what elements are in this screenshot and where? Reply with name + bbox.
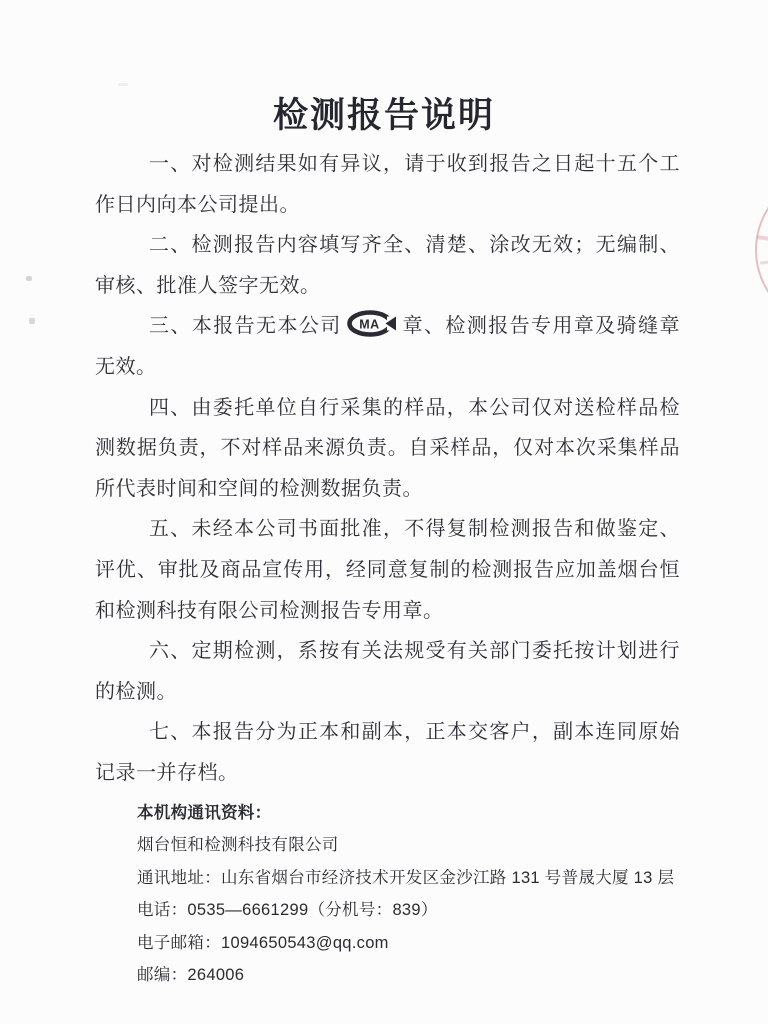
note-4: 四、由委托单位自行采集的样品，本公司仅对送检样品检测数据负责，不对样品来源负责。自采样品，仅对本次采集样品所代表时间和空间的检测数据负责。: [95, 396, 680, 500]
report-notes: [95, 144, 680, 794]
contact-email: 电子邮箱：1094650543@qq.com: [137, 933, 389, 952]
contact-info: [137, 797, 697, 991]
cma-mark-icon: [347, 310, 397, 337]
note-3-before-mark: 三、本报告无本公司: [149, 315, 342, 338]
red-stamp-edge: [755, 172, 768, 328]
note-6: 六、定期检测，系按有关法规受有关部门委托按计划进行的检测。: [95, 640, 680, 703]
note-3: [95, 306, 680, 387]
note-2: 二、检测报告内容填写齐全、清楚、涂改无效；无编制、审核、批准人签字无效。: [95, 234, 680, 297]
svg-text:MA: MA: [358, 317, 380, 332]
note-7: 七、本报告分为正本和副本，正本交客户，副本连同原始记录一并存档。: [95, 721, 680, 784]
note-5: 五、未经本公司书面批准，不得复制检测报告和做鉴定、评优、审批及商品宣传用，经同意复制的检测报告应加盖烟台恒和检测科技有限公司检测报告专用章。: [95, 518, 680, 622]
contact-address: 通讯地址：山东省烟台市经济技术开发区金沙江路 131 号普晟大厦 13 层: [137, 868, 675, 887]
page-title: 检测报告说明: [272, 96, 495, 135]
stamp-ring: [755, 172, 768, 328]
contact-heading: 本机构通讯资料：: [137, 804, 272, 822]
scan-speck: [118, 83, 128, 86]
note-3-after-mark: 章、检测报告专用章及骑缝章无效。: [95, 315, 681, 378]
scan-speck: [26, 276, 32, 281]
company-name: 烟台恒和检测科技有限公司: [137, 836, 339, 855]
note-1: 一、对检测结果如有异议，请于收到报告之日起十五个工作日内向本公司提出。: [95, 153, 680, 216]
scan-speck: [29, 318, 35, 324]
contact-postal-code: 邮编：264006: [137, 966, 245, 985]
contact-phone: 电话：0535—6661299（分机号：839）: [137, 901, 438, 920]
